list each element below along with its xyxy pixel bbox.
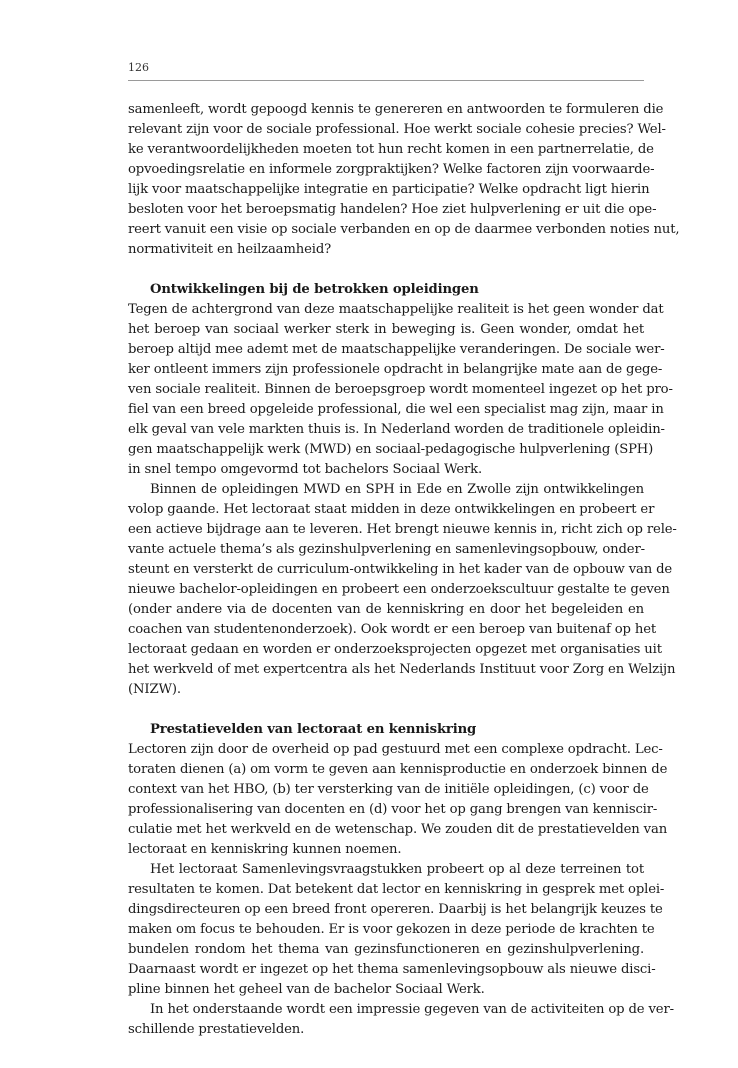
- text-line: schillende prestatievelden.: [128, 1022, 305, 1037]
- text-line: lijk voor maatschappelijke integratie en participatie? Welke opdracht ligt hierin: [128, 182, 650, 197]
- paragraph: [128, 860, 665, 1000]
- text-line: dingsdirecteuren op een breed front opereren. Daarbij is het belangrijk keuzes te: [128, 902, 663, 917]
- text-line: reert vanuit een visie op sociale verbanden en op de daarmee verbonden noties nut,: [128, 222, 680, 237]
- intro-paragraph: [128, 100, 680, 260]
- text-line: besloten voor het beroepsmatig handelen? Hoe ziet hulpverlening er uit die ope-: [128, 202, 657, 217]
- text-line: culatie met het werkveld en de wetenschap. We zouden dit de prestatievelden van: [128, 822, 668, 837]
- paragraph: [128, 300, 673, 480]
- text-line: steunt en versterkt de curriculum-ontwikkeling in het kader van de opbouw van de: [128, 562, 673, 577]
- text-line: opvoedingsrelatie en informele zorgpraktijken? Welke factoren zijn voorwaarde-: [128, 162, 655, 177]
- text-line: ker ontleent immers zijn professionele opdracht in belangrijke mate aan de gege-: [128, 362, 663, 377]
- text-line: pline binnen het geheel van de bachelor Sociaal Werk.: [128, 982, 485, 997]
- text-line: Daarnaast wordt er ingezet op het thema samenlevingsopbouw als nieuwe disci-: [128, 962, 656, 977]
- section-prestatievelden: [128, 720, 674, 1040]
- text-line: beroep altijd mee ademt met de maatschappelijke veranderingen. De sociale wer-: [128, 342, 665, 357]
- text-line: nieuwe bachelor-opleidingen en probeert een onderzoekscultuur gestalte te geven: [128, 582, 670, 597]
- text-line: het werkveld of met expertcentra als het Nederlands Instituut voor Zorg en Welzijn: [128, 662, 676, 677]
- text-line: relevant zijn voor de sociale professional. Hoe werkt sociale cohesie precies? Wel-: [128, 122, 666, 137]
- section-heading: Ontwikkelingen bij de betrokken opleidingen: [150, 282, 479, 297]
- paragraph: [128, 740, 668, 860]
- section-spacer: [128, 260, 644, 280]
- text-line: elk geval van vele markten thuis is. In Nederland worden de traditionele opleidin-: [128, 422, 665, 437]
- text-line: (NIZW).: [128, 682, 181, 697]
- page-number: 126: [128, 61, 149, 74]
- text-line: in snel tempo omgevormd tot bachelors Sociaal Werk.: [128, 462, 483, 477]
- section-opleidingen: [128, 280, 677, 700]
- text-line: Tegen de achtergrond van deze maatschappelijke realiteit is het geen wonder dat: [128, 302, 664, 317]
- text-line: maken om focus te behouden. Er is voor gekozen in deze periode de krachten te: [128, 922, 655, 937]
- text-line: (onder andere via de docenten van de kenniskring en door het begeleiden en: [128, 602, 644, 617]
- text-line: een actieve bijdrage aan te leveren. Het brengt nieuwe kennis in, richt zich op rele-: [128, 522, 677, 537]
- text-line: lectoraat en kenniskring kunnen noemen.: [128, 842, 402, 857]
- text-line: ke verantwoordelijkheden moeten tot hun recht komen in een partnerrelatie, de: [128, 142, 654, 157]
- text-line: gen maatschappelijk werk (MWD) en sociaal-pedagogische hulpverlening (SPH): [128, 442, 654, 457]
- text-line: In het onderstaande wordt een impressie gegeven van de activiteiten op de ver-: [150, 1002, 674, 1017]
- text-line: bundelen rondom het thema van gezinsfunctioneren en gezinshulpverlening.: [128, 942, 644, 957]
- text-line: volop gaande. Het lectoraat staat midden in deze ontwikkelingen en probeert er: [128, 502, 655, 517]
- text-line: Lectoren zijn door de overheid op pad gestuurd met een complexe opdracht. Lec-: [128, 742, 663, 757]
- text-line: normativiteit en heilzaamheid?: [128, 242, 332, 257]
- text-line: fiel van een breed opgeleide professional, die wel een specialist mag zijn, maar in: [128, 402, 664, 417]
- text-line: coachen van studentenonderzoek). Ook wordt er een beroep van buitenaf op het: [128, 622, 657, 637]
- paragraph: [128, 1000, 674, 1040]
- text-line: samenleeft, wordt gepoogd kennis te genereren en antwoorden te formuleren die: [128, 102, 664, 117]
- text-line: context van het HBO, (b) ter versterking van de initiële opleidingen, (c) voor de: [128, 782, 649, 797]
- paragraph: [128, 480, 677, 700]
- text-line: ven sociale realiteit. Binnen de beroepsgroep wordt momenteel ingezet op het pro-: [128, 382, 673, 397]
- text-line: Binnen de opleidingen MWD en SPH in Ede en Zwolle zijn ontwikkelingen: [150, 482, 644, 497]
- header-rule: [128, 80, 644, 81]
- text-line: het beroep van sociaal werker sterk in beweging is. Geen wonder, omdat het: [128, 322, 644, 337]
- text-line: Het lectoraat Samenlevingsvraagstukken probeert op al deze terreinen tot: [150, 862, 644, 877]
- text-line: lectoraat gedaan en worden er onderzoeksprojecten opgezet met organisaties uit: [128, 642, 662, 657]
- text-line: resultaten te komen. Dat betekent dat lector en kenniskring in gesprek met oplei-: [128, 882, 665, 897]
- text-line: vante actuele thema’s als gezinshulpverlening en samenlevingsopbouw, onder-: [128, 542, 645, 557]
- section-heading: Prestatievelden van lectoraat en kenniskring: [150, 722, 477, 737]
- section-spacer: [128, 700, 644, 720]
- text-line: professionalisering van docenten en (d) voor het op gang brengen van kenniscir-: [128, 802, 658, 817]
- page-body: [128, 100, 680, 1040]
- text-line: toraten dienen (a) om vorm te geven aan kennisproductie en onderzoek binnen de: [128, 762, 668, 777]
